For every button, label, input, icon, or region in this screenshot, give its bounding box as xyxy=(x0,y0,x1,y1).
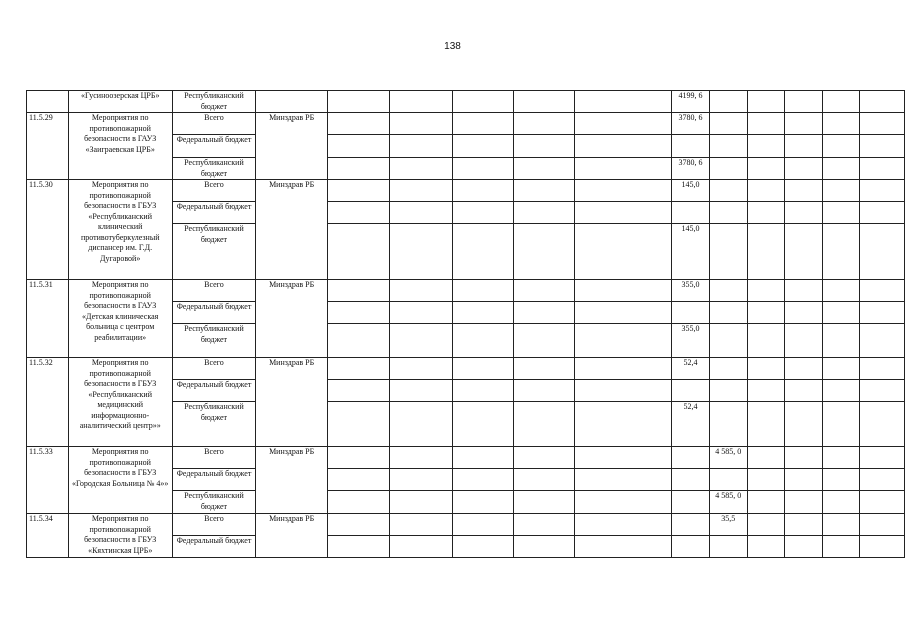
empty-cell xyxy=(327,447,389,469)
empty-cell xyxy=(575,491,672,514)
empty-cell xyxy=(785,224,823,280)
funding-source-cell: Федеральный бюджет xyxy=(172,302,256,324)
row-number-cell: 11.5.29 xyxy=(27,113,69,180)
empty-cell xyxy=(390,158,452,180)
empty-cell xyxy=(747,380,785,402)
empty-cell xyxy=(327,491,389,514)
empty-cell xyxy=(747,491,785,514)
empty-cell xyxy=(513,514,574,536)
empty-cell xyxy=(327,158,389,180)
empty-cell xyxy=(327,224,389,280)
value-cell xyxy=(709,380,747,402)
empty-cell xyxy=(860,135,905,158)
empty-cell xyxy=(327,135,389,158)
empty-cell xyxy=(390,358,452,380)
empty-cell xyxy=(747,358,785,380)
value-cell xyxy=(709,180,747,202)
empty-cell xyxy=(860,469,905,491)
empty-cell xyxy=(513,380,574,402)
empty-cell xyxy=(452,491,513,514)
empty-cell xyxy=(390,113,452,135)
empty-cell xyxy=(452,113,513,135)
value-cell: 4 585, 0 xyxy=(709,447,747,469)
empty-cell xyxy=(327,113,389,135)
empty-cell xyxy=(390,536,452,558)
funding-source-cell: Республиканский бюджет xyxy=(172,402,256,447)
empty-cell xyxy=(390,491,452,514)
value-cell xyxy=(709,113,747,135)
empty-cell xyxy=(575,135,672,158)
page-number: 138 xyxy=(444,41,461,52)
empty-cell xyxy=(822,113,860,135)
value-cell xyxy=(709,158,747,180)
empty-cell xyxy=(390,91,452,113)
empty-cell xyxy=(390,380,452,402)
value-cell: 35,5 xyxy=(709,514,747,536)
empty-cell xyxy=(452,514,513,536)
funding-source-cell: Федеральный бюджет xyxy=(172,536,256,558)
funding-source-cell: Всего xyxy=(172,447,256,469)
empty-cell xyxy=(785,158,823,180)
empty-cell xyxy=(860,180,905,202)
empty-cell xyxy=(452,180,513,202)
empty-cell xyxy=(513,180,574,202)
empty-cell xyxy=(575,302,672,324)
empty-cell xyxy=(785,91,823,113)
empty-cell xyxy=(327,358,389,380)
value-cell xyxy=(709,91,747,113)
empty-cell xyxy=(785,324,823,358)
funding-source-cell: Всего xyxy=(172,358,256,380)
value-cell: 3780, 6 xyxy=(672,113,710,135)
value-cell xyxy=(672,302,710,324)
empty-cell xyxy=(575,91,672,113)
value-cell xyxy=(709,135,747,158)
value-cell xyxy=(672,469,710,491)
empty-cell xyxy=(860,324,905,358)
value-cell: 355,0 xyxy=(672,280,710,302)
empty-cell xyxy=(390,469,452,491)
funding-source-cell: Всего xyxy=(172,280,256,302)
empty-cell xyxy=(390,135,452,158)
empty-cell xyxy=(390,224,452,280)
value-cell: 145,0 xyxy=(672,180,710,202)
empty-cell xyxy=(747,402,785,447)
empty-cell xyxy=(785,302,823,324)
value-cell: 355,0 xyxy=(672,324,710,358)
empty-cell xyxy=(513,135,574,158)
empty-cell xyxy=(452,380,513,402)
empty-cell xyxy=(452,469,513,491)
empty-cell xyxy=(513,302,574,324)
empty-cell xyxy=(513,224,574,280)
value-cell: 4199, 6 xyxy=(672,91,710,113)
empty-cell xyxy=(452,202,513,224)
value-cell xyxy=(672,202,710,224)
empty-cell xyxy=(452,91,513,113)
empty-cell xyxy=(575,447,672,469)
value-cell: 145,0 xyxy=(672,224,710,280)
empty-cell xyxy=(390,202,452,224)
empty-cell xyxy=(452,358,513,380)
empty-cell xyxy=(452,224,513,280)
value-cell xyxy=(709,202,747,224)
empty-cell xyxy=(785,113,823,135)
empty-cell xyxy=(390,402,452,447)
empty-cell xyxy=(327,202,389,224)
empty-cell xyxy=(452,135,513,158)
empty-cell xyxy=(860,91,905,113)
table-row xyxy=(27,180,905,202)
empty-cell xyxy=(860,402,905,447)
funding-source-cell: Федеральный бюджет xyxy=(172,380,256,402)
empty-cell xyxy=(785,514,823,536)
row-number-cell: 11.5.34 xyxy=(27,514,69,558)
empty-cell xyxy=(785,536,823,558)
empty-cell xyxy=(390,280,452,302)
empty-cell xyxy=(452,302,513,324)
value-cell: 4 585, 0 xyxy=(709,491,747,514)
value-cell xyxy=(709,358,747,380)
empty-cell xyxy=(747,536,785,558)
empty-cell xyxy=(575,324,672,358)
empty-cell xyxy=(327,469,389,491)
empty-cell xyxy=(513,324,574,358)
empty-cell xyxy=(390,302,452,324)
empty-cell xyxy=(822,202,860,224)
empty-cell xyxy=(327,536,389,558)
empty-cell xyxy=(327,91,389,113)
empty-cell xyxy=(860,491,905,514)
value-cell xyxy=(672,135,710,158)
measure-name-cell: Мероприятия по противопожарной безопасности в ГАУЗ «Детская клиническая больница с центром реабилитации» xyxy=(68,280,172,358)
value-cell xyxy=(709,536,747,558)
funding-source-cell: Республиканский бюджет xyxy=(172,491,256,514)
empty-cell xyxy=(860,536,905,558)
empty-cell xyxy=(575,469,672,491)
empty-cell xyxy=(452,447,513,469)
executor-cell: Минздрав РБ xyxy=(256,180,328,280)
empty-cell xyxy=(822,447,860,469)
empty-cell xyxy=(860,302,905,324)
value-cell xyxy=(709,324,747,358)
empty-cell xyxy=(747,202,785,224)
empty-cell xyxy=(860,158,905,180)
empty-cell xyxy=(513,113,574,135)
table-row xyxy=(27,280,905,302)
row-number-cell: 11.5.31 xyxy=(27,280,69,358)
empty-cell xyxy=(513,536,574,558)
empty-cell xyxy=(747,514,785,536)
executor-cell: Минздрав РБ xyxy=(256,358,328,447)
empty-cell xyxy=(390,180,452,202)
empty-cell xyxy=(513,280,574,302)
table-row xyxy=(27,447,905,469)
empty-cell xyxy=(452,402,513,447)
measure-name-cell: Мероприятия по противопожарной безопасности в ГАУЗ «Заиграевская ЦРБ» xyxy=(68,113,172,180)
empty-cell xyxy=(513,447,574,469)
empty-cell xyxy=(575,514,672,536)
empty-cell xyxy=(390,447,452,469)
executor-cell: Минздрав РБ xyxy=(256,113,328,180)
measure-name-cell: Мероприятия по противопожарной безопасности в ГБУЗ «Городская Больница № 4»» xyxy=(68,447,172,514)
empty-cell xyxy=(327,280,389,302)
funding-source-cell: Республиканский бюджет xyxy=(172,224,256,280)
empty-cell xyxy=(747,224,785,280)
value-cell xyxy=(709,224,747,280)
empty-cell xyxy=(452,324,513,358)
empty-cell xyxy=(575,402,672,447)
empty-cell xyxy=(785,491,823,514)
table-row xyxy=(27,514,905,536)
empty-cell xyxy=(513,402,574,447)
empty-cell xyxy=(513,491,574,514)
funding-source-cell: Республиканский бюджет xyxy=(172,91,256,113)
empty-cell xyxy=(822,302,860,324)
measure-name-cell: Мероприятия по противопожарной безопасности в ГБУЗ «Республиканский клинический противотуберкулезный диспансер им. Г.Д. Дугаровой» xyxy=(68,180,172,280)
empty-cell xyxy=(452,158,513,180)
empty-cell xyxy=(860,202,905,224)
empty-cell xyxy=(747,135,785,158)
empty-cell xyxy=(575,158,672,180)
value-cell xyxy=(709,402,747,447)
funding-source-cell: Федеральный бюджет xyxy=(172,469,256,491)
funding-source-cell: Всего xyxy=(172,113,256,135)
row-number-cell: 11.5.33 xyxy=(27,447,69,514)
empty-cell xyxy=(785,180,823,202)
empty-cell xyxy=(327,324,389,358)
empty-cell xyxy=(747,324,785,358)
value-cell: 52,4 xyxy=(672,358,710,380)
empty-cell xyxy=(747,91,785,113)
empty-cell xyxy=(747,158,785,180)
value-cell: 3780, 6 xyxy=(672,158,710,180)
funding-source-cell: Республиканский бюджет xyxy=(172,158,256,180)
empty-cell xyxy=(327,514,389,536)
empty-cell xyxy=(822,536,860,558)
empty-cell xyxy=(327,380,389,402)
empty-cell xyxy=(822,402,860,447)
empty-cell xyxy=(575,224,672,280)
executor-cell: Минздрав РБ xyxy=(256,514,328,558)
funding-source-cell: Всего xyxy=(172,514,256,536)
empty-cell xyxy=(452,536,513,558)
empty-cell xyxy=(785,447,823,469)
value-cell xyxy=(672,447,710,469)
empty-cell xyxy=(513,91,574,113)
measure-name-cell: Мероприятия по противопожарной безопасности в ГБУЗ «Республиканский медицинский информационно-аналитический центр»» xyxy=(68,358,172,447)
empty-cell xyxy=(822,180,860,202)
empty-cell xyxy=(513,158,574,180)
row-number-cell: 11.5.32 xyxy=(27,358,69,447)
empty-cell xyxy=(747,113,785,135)
value-cell: 52,4 xyxy=(672,402,710,447)
value-cell xyxy=(709,469,747,491)
empty-cell xyxy=(575,536,672,558)
empty-cell xyxy=(513,358,574,380)
empty-cell xyxy=(822,380,860,402)
empty-cell xyxy=(747,280,785,302)
empty-cell xyxy=(822,91,860,113)
value-cell xyxy=(709,302,747,324)
empty-cell xyxy=(747,180,785,202)
table-row xyxy=(27,91,905,113)
row-number-cell: 11.5.30 xyxy=(27,180,69,280)
value-cell xyxy=(672,536,710,558)
empty-cell xyxy=(327,302,389,324)
empty-cell xyxy=(785,402,823,447)
row-number-cell xyxy=(27,91,69,113)
empty-cell xyxy=(327,180,389,202)
empty-cell xyxy=(513,202,574,224)
empty-cell xyxy=(822,324,860,358)
executor-cell: Минздрав РБ xyxy=(256,280,328,358)
empty-cell xyxy=(747,302,785,324)
empty-cell xyxy=(575,180,672,202)
empty-cell xyxy=(860,280,905,302)
empty-cell xyxy=(575,358,672,380)
value-cell xyxy=(709,280,747,302)
funding-source-cell: Республиканский бюджет xyxy=(172,324,256,358)
table-row xyxy=(27,358,905,380)
funding-source-cell: Федеральный бюджет xyxy=(172,202,256,224)
empty-cell xyxy=(390,324,452,358)
empty-cell xyxy=(785,280,823,302)
empty-cell xyxy=(860,113,905,135)
table-row xyxy=(27,113,905,135)
empty-cell xyxy=(822,158,860,180)
funding-source-cell: Всего xyxy=(172,180,256,202)
empty-cell xyxy=(513,469,574,491)
empty-cell xyxy=(785,469,823,491)
empty-cell xyxy=(822,358,860,380)
empty-cell xyxy=(822,224,860,280)
executor-cell xyxy=(256,91,328,113)
empty-cell xyxy=(822,514,860,536)
empty-cell xyxy=(785,135,823,158)
empty-cell xyxy=(860,380,905,402)
empty-cell xyxy=(822,135,860,158)
value-cell xyxy=(672,380,710,402)
empty-cell xyxy=(822,491,860,514)
empty-cell xyxy=(575,380,672,402)
empty-cell xyxy=(822,469,860,491)
empty-cell xyxy=(747,447,785,469)
empty-cell xyxy=(860,224,905,280)
empty-cell xyxy=(747,469,785,491)
value-cell xyxy=(672,514,710,536)
funding-source-cell: Федеральный бюджет xyxy=(172,135,256,158)
empty-cell xyxy=(785,358,823,380)
empty-cell xyxy=(390,514,452,536)
budget-table xyxy=(26,90,905,558)
measure-name-cell: Мероприятия по противопожарной безопасности в ГБУЗ «Кяхтинская ЦРБ» xyxy=(68,514,172,558)
executor-cell: Минздрав РБ xyxy=(256,447,328,514)
empty-cell xyxy=(860,514,905,536)
empty-cell xyxy=(575,280,672,302)
measure-name-cell: «Гусиноозерская ЦРБ» xyxy=(68,91,172,113)
value-cell xyxy=(672,491,710,514)
empty-cell xyxy=(822,280,860,302)
empty-cell xyxy=(860,358,905,380)
empty-cell xyxy=(575,113,672,135)
empty-cell xyxy=(575,202,672,224)
empty-cell xyxy=(785,380,823,402)
empty-cell xyxy=(860,447,905,469)
empty-cell xyxy=(785,202,823,224)
empty-cell xyxy=(452,280,513,302)
empty-cell xyxy=(327,402,389,447)
